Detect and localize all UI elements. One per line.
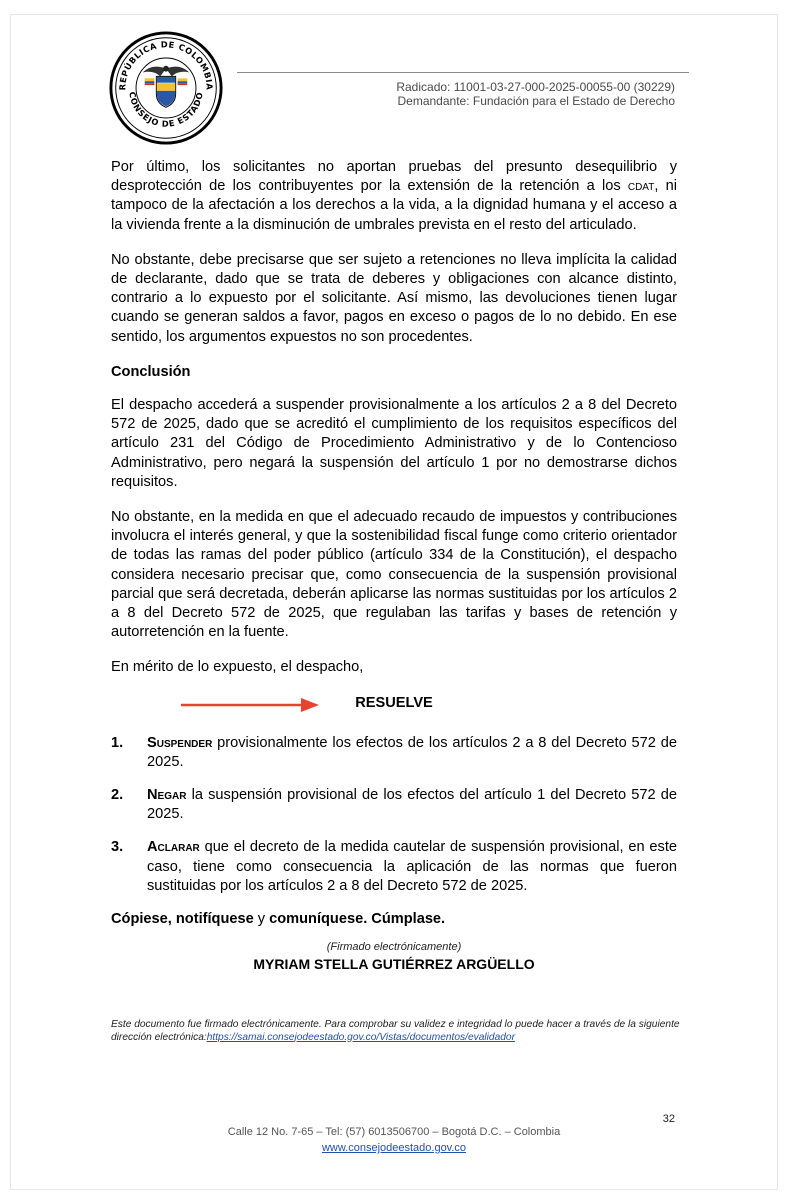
case-number: Radicado: 11001-03-27-000-2025-00055-00 (30229)	[396, 80, 675, 94]
signature-note: (Firmado electrónicamente)	[326, 941, 462, 953]
resolution-item: 1. Suspender provisionalmente los efectos de los artículos 2 a 8 del Decreto 572 de 2025.	[111, 734, 677, 770]
document-body	[111, 158, 677, 929]
validity-notice: Este documento fue firmado electrónicamente. Para comprobar su validez e integridad lo puede hacer a través de la siguiente dirección electrónica:https://samai.consejodeestado.gov.co/Vistas/documentos/evalidador	[111, 1019, 680, 1043]
coat-of-arms-seal-icon	[108, 30, 224, 146]
header-rule	[237, 72, 689, 73]
signer-name: MYRIAM STELLA GUTIÉRREZ ARGÜELLO	[253, 956, 535, 972]
svg-text:CONSEJO DE ESTADO: CONSEJO DE ESTADO	[127, 90, 205, 129]
svg-text:REPÚBLICA DE COLOMBIA: REPÚBLICA DE COLOMBIA	[117, 39, 215, 91]
paragraph-5: En mérito de lo expuesto, el despacho,	[111, 659, 364, 676]
resolution-item: 2. Negar la suspensión provisional de los efectos del artículo 1 del Decreto 572 de 2025.	[111, 787, 677, 823]
footer-website-link[interactable]: www.consejodeestado.gov.co	[321, 1142, 467, 1154]
paragraph-3: El despacho accederá a suspender provisionalmente a los artículos 2 a 8 del Decreto 572 de 2025, dado que se acreditó el cumplimiento de los requisitos específicos del artículo 231 del Código de Procedimiento Administrativo y de lo Contencioso Administrativo, pero negará la suspensión del artículo 1 por no demostrarse dichos requisitos.	[111, 397, 677, 490]
footer-address: Calle 12 No. 7-65 – Tel: (57) 6013506700 – Bogotá D.C. – Colombia	[227, 1126, 561, 1138]
paragraph-2: No obstante, debe precisarse que ser sujeto a retenciones no lleva implícita la calidad de declarante, dado que se trata de deberes y obligaciones con alcance distinto, contrario a lo expuesto por el solicitante. Así mismo, las devoluciones tienen lugar cuando se generan saldos a favor, pagos en exceso o pagos de lo no debido. En ese sentido, los argumentos expuestos no son procedentes.	[111, 251, 677, 345]
closing-formula: Cópiese, notifíquese y comuníquese. Cúmplase.	[111, 911, 446, 928]
section-heading-conclusion: Conclusión	[111, 363, 191, 380]
page-number: 32	[662, 1113, 675, 1125]
cdat-acronym: cdat	[627, 178, 655, 195]
resolution-item: 3. Aclarar que el decreto de la medida cautelar de suspensión provisional, en este caso, tiene como consecuencia la aplicación de las normas que fueron sustituidas por los artículos 2 a 8 del Decreto 572 de 2025.	[111, 839, 677, 894]
resolve-heading: RESUELVE	[355, 694, 433, 711]
plaintiff: Demandante: Fundación para el Estado de Derecho	[397, 94, 675, 108]
resolve-row	[111, 694, 677, 716]
validation-link[interactable]: https://samai.consejodeestado.gov.co/Vistas/documentos/evalidador	[206, 1031, 515, 1043]
paragraph-4: No obstante, en la medida en que el adecuado recaudo de impuestos y contribuciones involucra el interés general, y que la sostenibilidad fiscal funge como criterio orientador de todas las ramas del poder público (artículo 334 de la Constitución), el despacho considera necesario precisar que, como consecuencia de la suspensión provisional parcial que será decretada, deberán aplicarse las normas sustituidas por los artículos 2 a 8 del Decreto 572 de 2025, que regulaban las tarifas y bases de retención y autorretención en la fuente.	[111, 509, 677, 641]
paragraph-1: Por último, los solicitantes no aportan pruebas del presunto desequilibrio y desprotección de los contribuyentes por la extensión de la retención a los cdat, ni tampoco de la afectación a los derechos a la vida, a la dignidad humana y el acceso a la vivienda frente a la disminución de umbrales prevista en el resto del articulado.	[111, 159, 677, 233]
